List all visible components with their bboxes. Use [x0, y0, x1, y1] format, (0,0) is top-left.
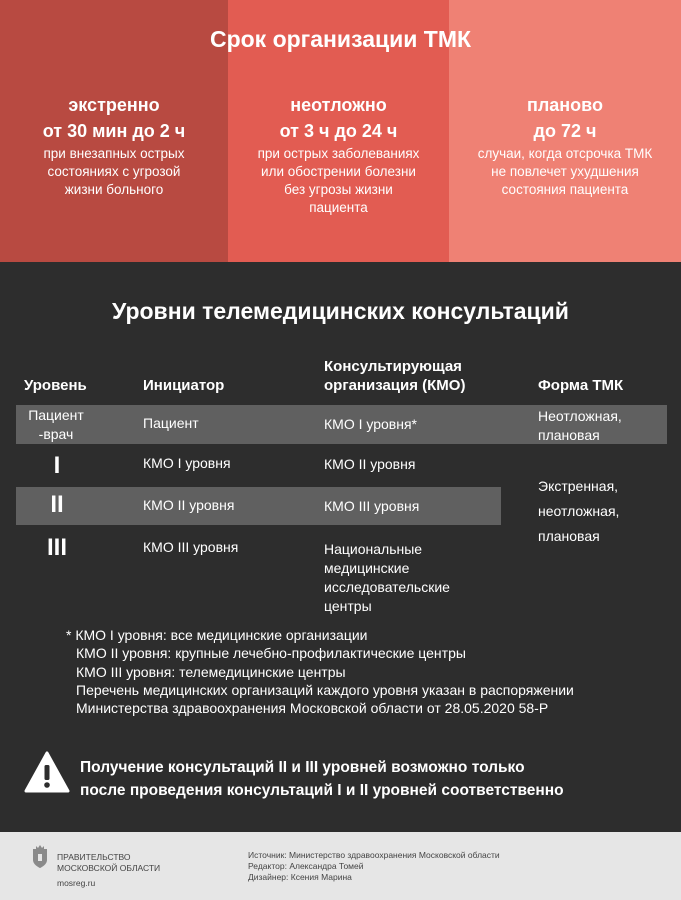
- footer: [0, 832, 681, 900]
- gov-logo-text: ПРАВИТЕЛЬСТВО МОСКОВСКОЙ ОБЛАСТИ: [57, 852, 161, 873]
- row-level-3-level: III: [46, 534, 67, 561]
- row-level-1-initiator: КМО I уровня: [143, 455, 231, 471]
- warning-icon: [24, 751, 70, 793]
- term-planned-title: планово до 72 ч: [526, 95, 603, 141]
- term-urgent-desc: при острых заболеваниях или обострении болезни без угрозы жизни пациента: [257, 146, 420, 215]
- header-form: Форма ТМК: [538, 377, 624, 394]
- row-level-3-initiator: КМО III уровня: [143, 539, 239, 555]
- header-level: Уровень: [24, 377, 87, 394]
- row-level-1-kmo: КМО II уровня: [324, 456, 416, 472]
- term-planned-desc: случаи, когда отсрочка ТМК не повлечет ухудшения состояния пациента: [477, 146, 653, 197]
- term-emergency-desc: при внезапных острых состояниях с угрозой жизни больного: [43, 146, 185, 197]
- row-level-2-kmo: КМО III уровня: [324, 498, 420, 514]
- row-patient-level: Пациент -врач: [28, 407, 84, 442]
- row-level-1-level: I: [53, 452, 61, 479]
- row-patient-initiator: Пациент: [143, 415, 199, 431]
- warning-text: Получение консультаций II и III уровней возможно только после проведения консультаций I и II уровней соответственно: [80, 759, 564, 799]
- row-level-3-kmo: Национальные медицинские исследовательские центры: [324, 541, 450, 614]
- urgency-section: [0, 0, 681, 262]
- levels-title: Уровни телемедицинских консультаций: [112, 298, 569, 324]
- term-emergency-title: экстренно от 30 мин до 2 ч: [42, 95, 186, 141]
- header-initiator: Инициатор: [143, 377, 225, 394]
- row-level-2-initiator: КМО II уровня: [143, 497, 235, 513]
- credits: Источник: Министерство здравоохранения Московской области Редактор: Александра Томей Дизайнер: Ксения Марина: [248, 850, 500, 882]
- site-link[interactable]: mosreg.ru: [57, 878, 96, 888]
- term-urgent-title: неотложно от 3 ч до 24 ч: [279, 95, 398, 141]
- form-group-levels: Экстренная, неотложная, плановая: [538, 478, 620, 544]
- coat-of-arms-icon: [30, 844, 50, 870]
- footnote: * КМО I уровня: все медицинские организации КМО II уровня: крупные лечебно-профилактические центры КМО III уровня: телемедицинские центры Перечень медицинских организаций каждого уровня указан в распоряжении Министерства здравоохранения Московской области от 28.05.2020 58-Р: [66, 627, 574, 717]
- page-title: Срок организации ТМК: [209, 26, 472, 52]
- row-level-2-level: II: [50, 491, 64, 518]
- row-patient-kmo: КМО I уровня*: [324, 416, 417, 432]
- header-kmo: Консультирующая организация (КМО): [324, 358, 466, 394]
- row-patient-form: Неотложная, плановая: [538, 408, 622, 443]
- row-band-level2: [16, 487, 501, 525]
